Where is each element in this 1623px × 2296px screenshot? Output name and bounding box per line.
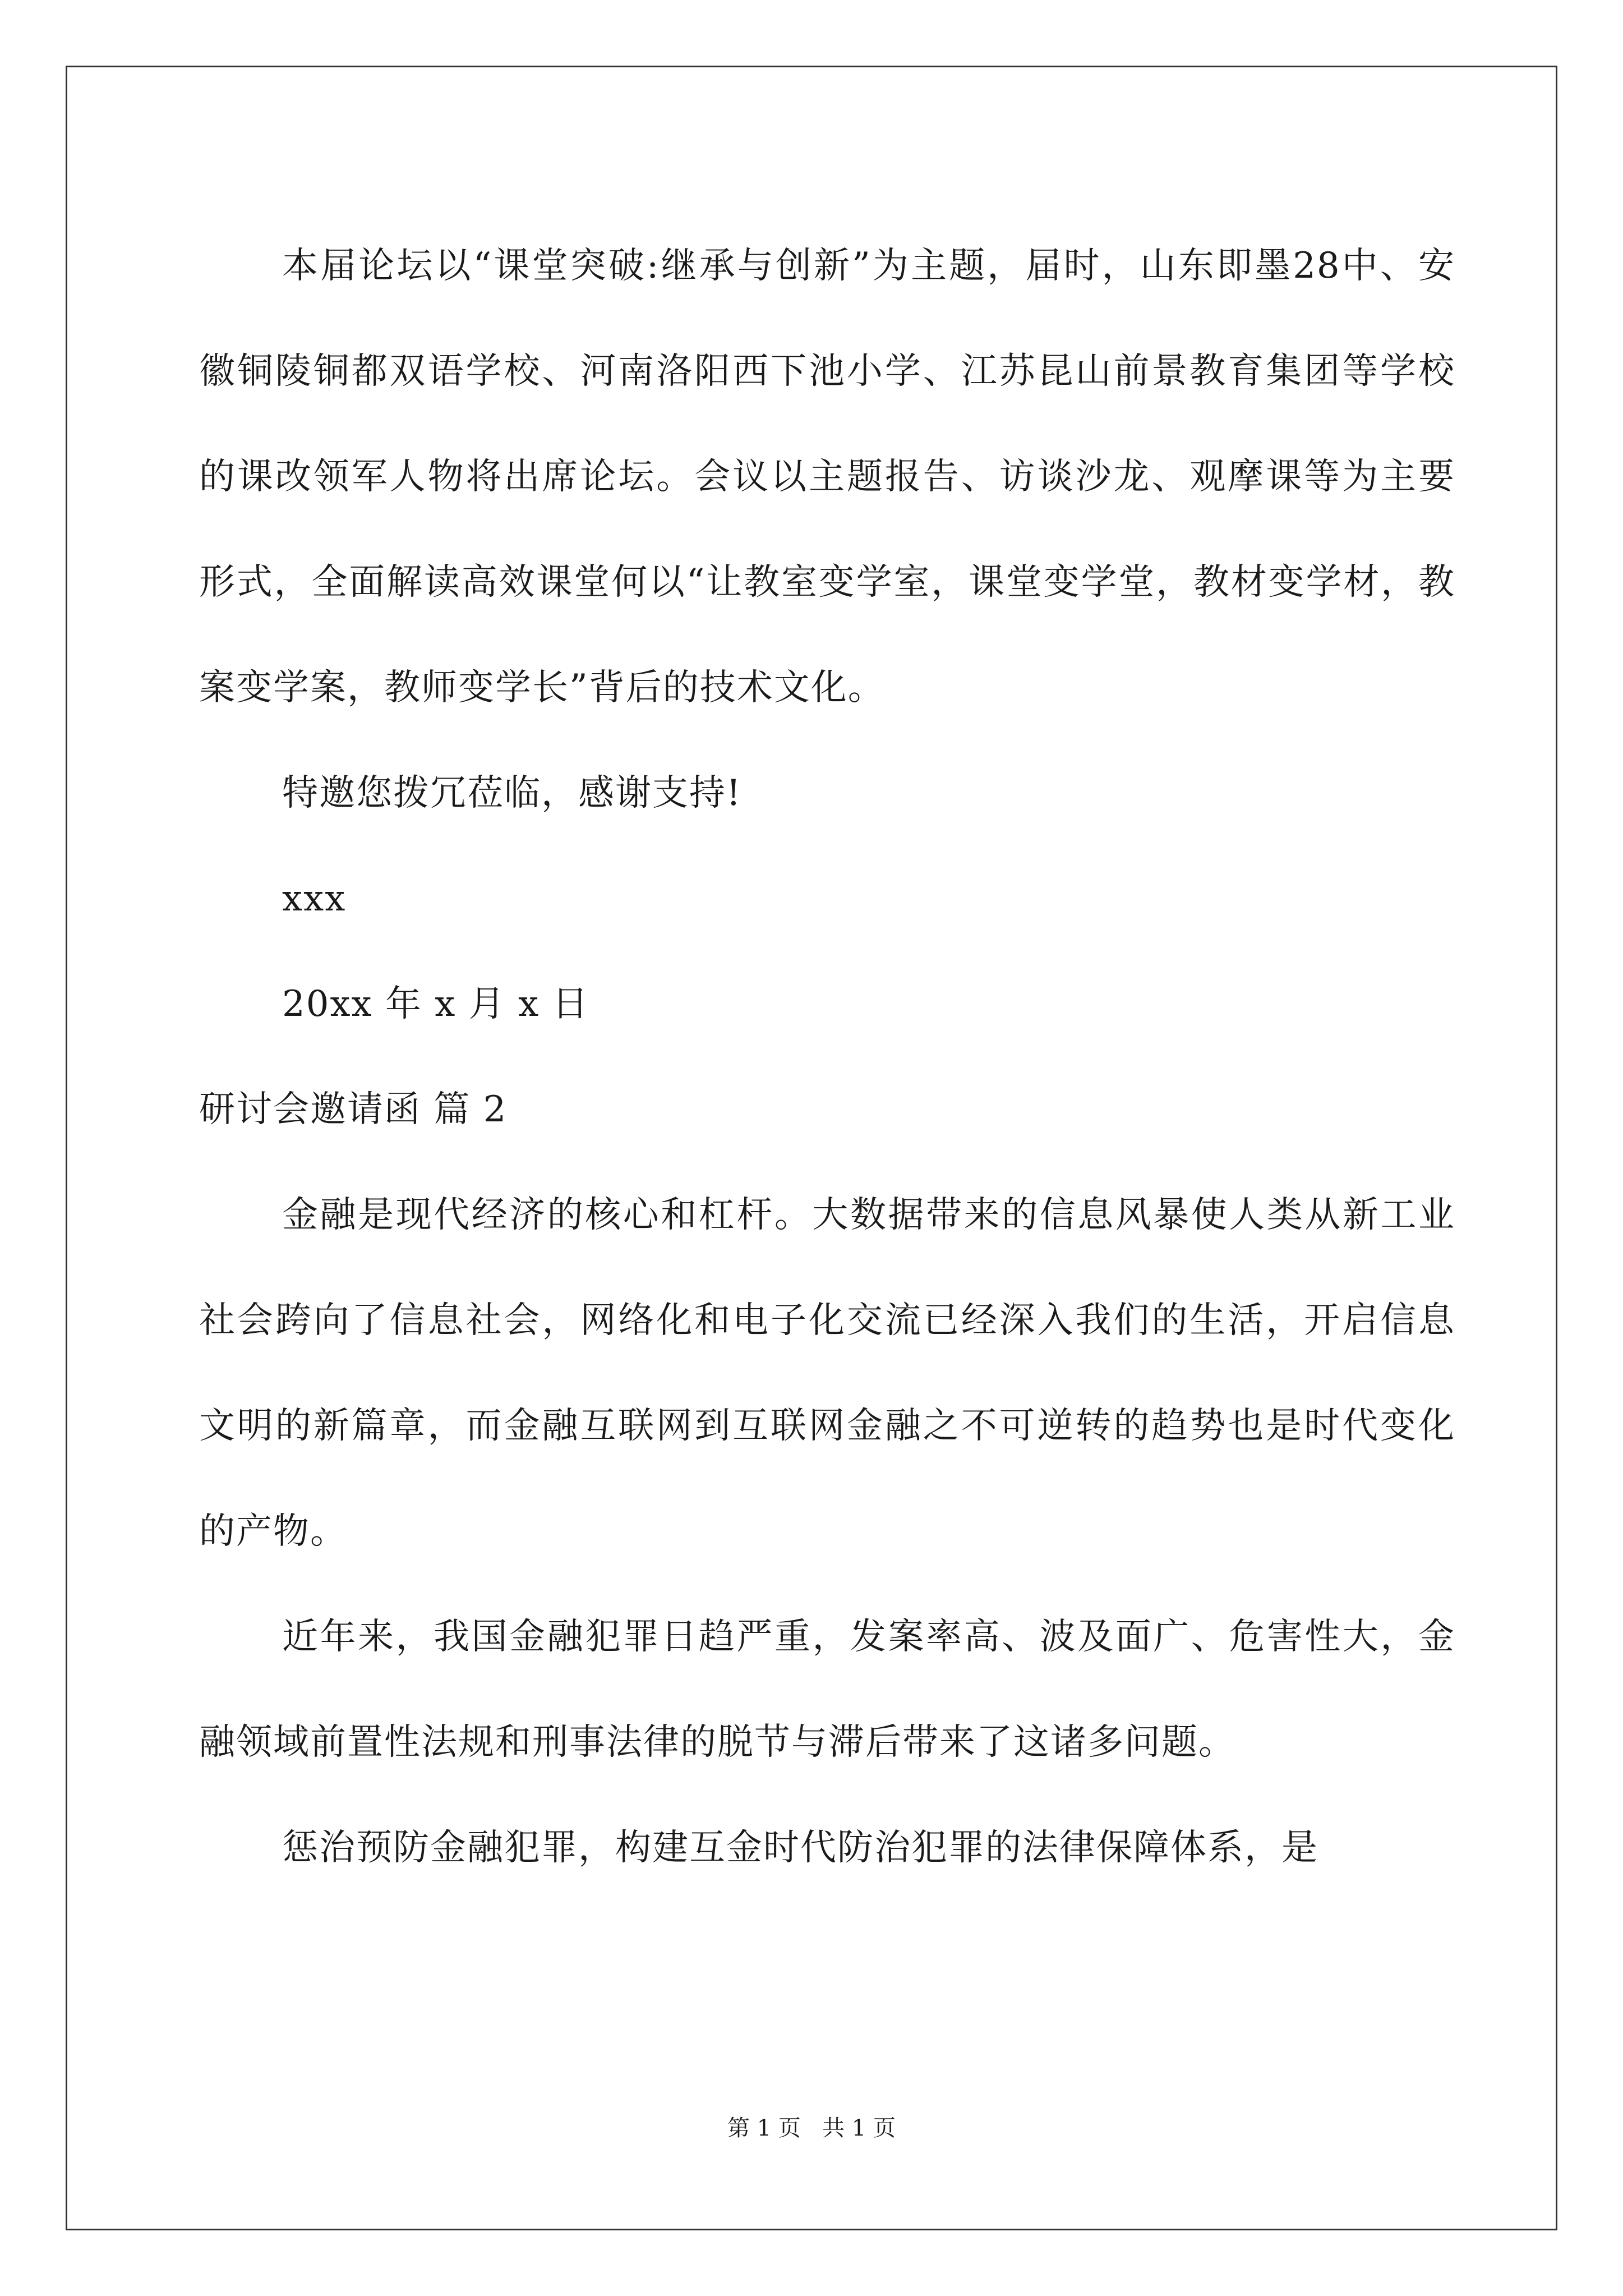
paragraph-finance-crime: 近年来，我国金融犯罪日趋严重，发案率高、波及面广、危害性大，金融领域前置性法规和刑事法律的脱节与滞后带来了这诸多问题。 [199, 1616, 1455, 1763]
paragraph-date: 20xx 年 x 月 x 日 [282, 983, 589, 1025]
paragraph-finance-intro: 金融是现代经济的核心和杠杆。大数据带来的信息风暴使人类从新工业社会跨向了信息社会，网络化和电子化交流已经深入我们的生活，开启信息文明的新篇章，而金融互联网到互联网金融之不可逆转的趋势也是时代变化的产物。 [199, 1194, 1455, 1552]
paragraph-signature: xxx [282, 878, 347, 919]
paragraph-invitation: 特邀您拨冗莅临，感谢支持! [282, 772, 742, 814]
section-heading: 研讨会邀请函 篇 2 [199, 1089, 508, 1130]
document-body [199, 213, 1455, 1901]
paragraph-forum-theme: 本届论坛以“课堂突破:继承与创新”为主题，届时，山东即墨28中、安徽铜陵铜都双语学校、河南洛阳西下池小学、江苏昆山前景教育集团等学校的课改领军人物将出席论坛。会议以主题报告、访谈沙龙、观摩课等为主要形式，全面解读高效课堂何以“让教室变学室，课堂变学堂，教材变学材，教案变学案，教师变学长”背后的技术文化。 [199, 245, 1455, 708]
page-number-footer: 第 1 页 共 1 页 [727, 2115, 896, 2141]
paragraph-finance-prevention: 惩治预防金融犯罪，构建互金时代防治犯罪的法律保障体系，是 [282, 1827, 1318, 1869]
